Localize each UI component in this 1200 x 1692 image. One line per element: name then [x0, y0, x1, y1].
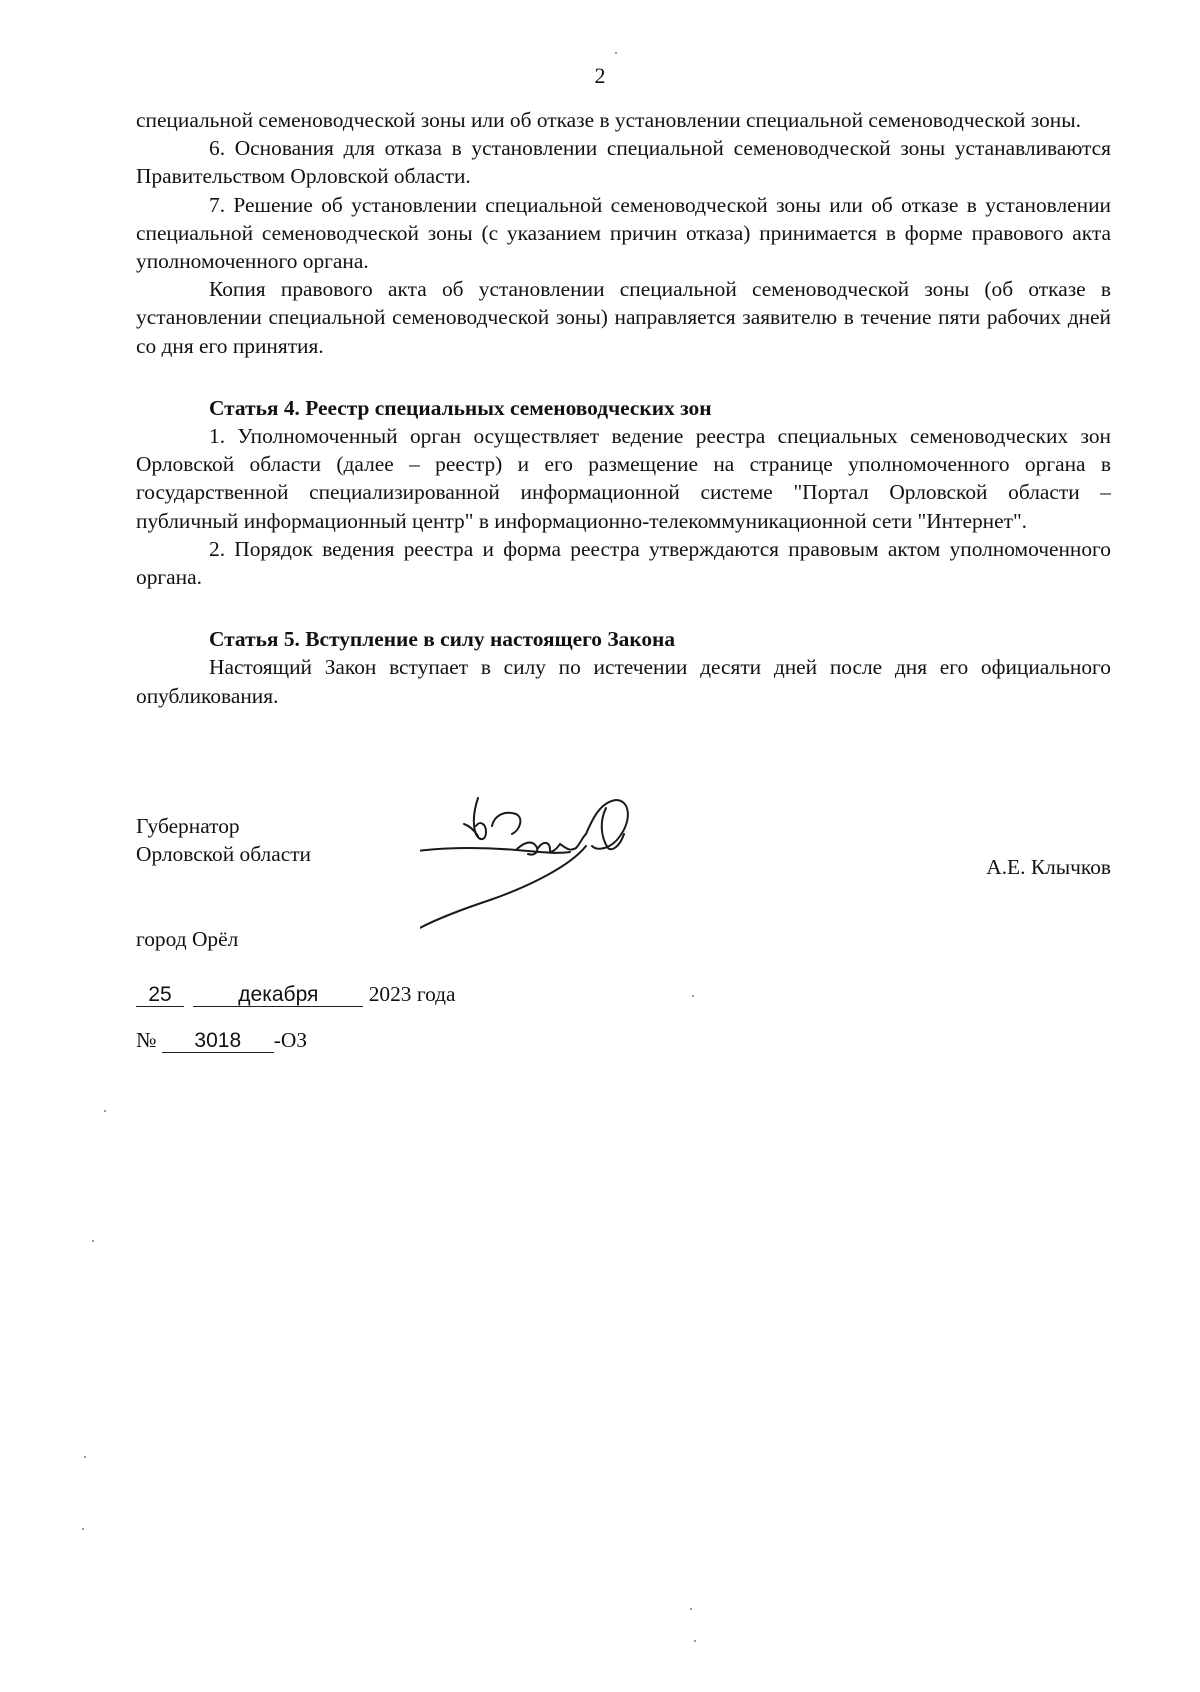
date-line [136, 980, 456, 1008]
law-number: 3018 [162, 1030, 274, 1053]
paragraph: 2. Порядок ведения реестра и форма реестра утверждаются правовым актом уполномоченного органа. [136, 536, 1111, 590]
date-month: декабря [193, 984, 363, 1007]
number-suffix: -ОЗ [273, 1028, 308, 1052]
handwritten-signature [420, 790, 680, 930]
date-day: 25 [136, 984, 184, 1007]
paragraph: 7. Решение об установлении специальной семеноводческой зоны или об отказе в установлении специальной семеноводческой зоны (с указанием причин отказа) принимается в форме правового акта уполномоченного органа. [136, 192, 1111, 274]
paragraph: 1. Уполномоченный орган осуществляет ведение реестра специальных семеноводческих зон Орловской области (далее – реестр) и его размещение на странице уполномоченного органа в государственной специализированной информационной системе "Портал Орловской области – публичный информационный центр" в информационно-телекоммуникационной сети "Интернет". [136, 424, 1111, 533]
signatory-title-line: Орловской области [136, 842, 311, 866]
law-number-line [136, 1026, 307, 1054]
paragraph: Настоящий Закон вступает в силу по истечении десяти дней после дня его официального опубликования. [136, 655, 1111, 708]
date-year: 2023 года [368, 982, 456, 1006]
paragraph: Копия правового акта об установлении специальной семеноводческой зоны (об отказе в установлении специальной семеноводческой зоны) направляется заявителю в течение пяти рабочих дней со дня его принятия. [136, 277, 1111, 358]
paragraph: специальной семеноводческой зоны или об отказе в установлении специальной семеноводческой зоны. [136, 108, 1081, 132]
paragraph: 6. Основания для отказа в установлении специальной семеноводческой зоны устанавливаются Правительством Орловской области. [136, 136, 1111, 189]
signatory-title [136, 812, 311, 868]
page-number: 2 [594, 63, 606, 88]
document-body [136, 106, 1111, 710]
article-5-heading: Статья 5. Вступление в силу настоящего Закона [209, 627, 676, 652]
signatory-title-line: Губернатор [136, 814, 240, 838]
signer-name: А.Е. Клычков [986, 855, 1111, 879]
city-line: город Орёл [136, 927, 239, 951]
article-4-heading: Статья 4. Реестр специальных семеноводческих зон [209, 395, 712, 420]
number-prefix: № [136, 1028, 157, 1052]
